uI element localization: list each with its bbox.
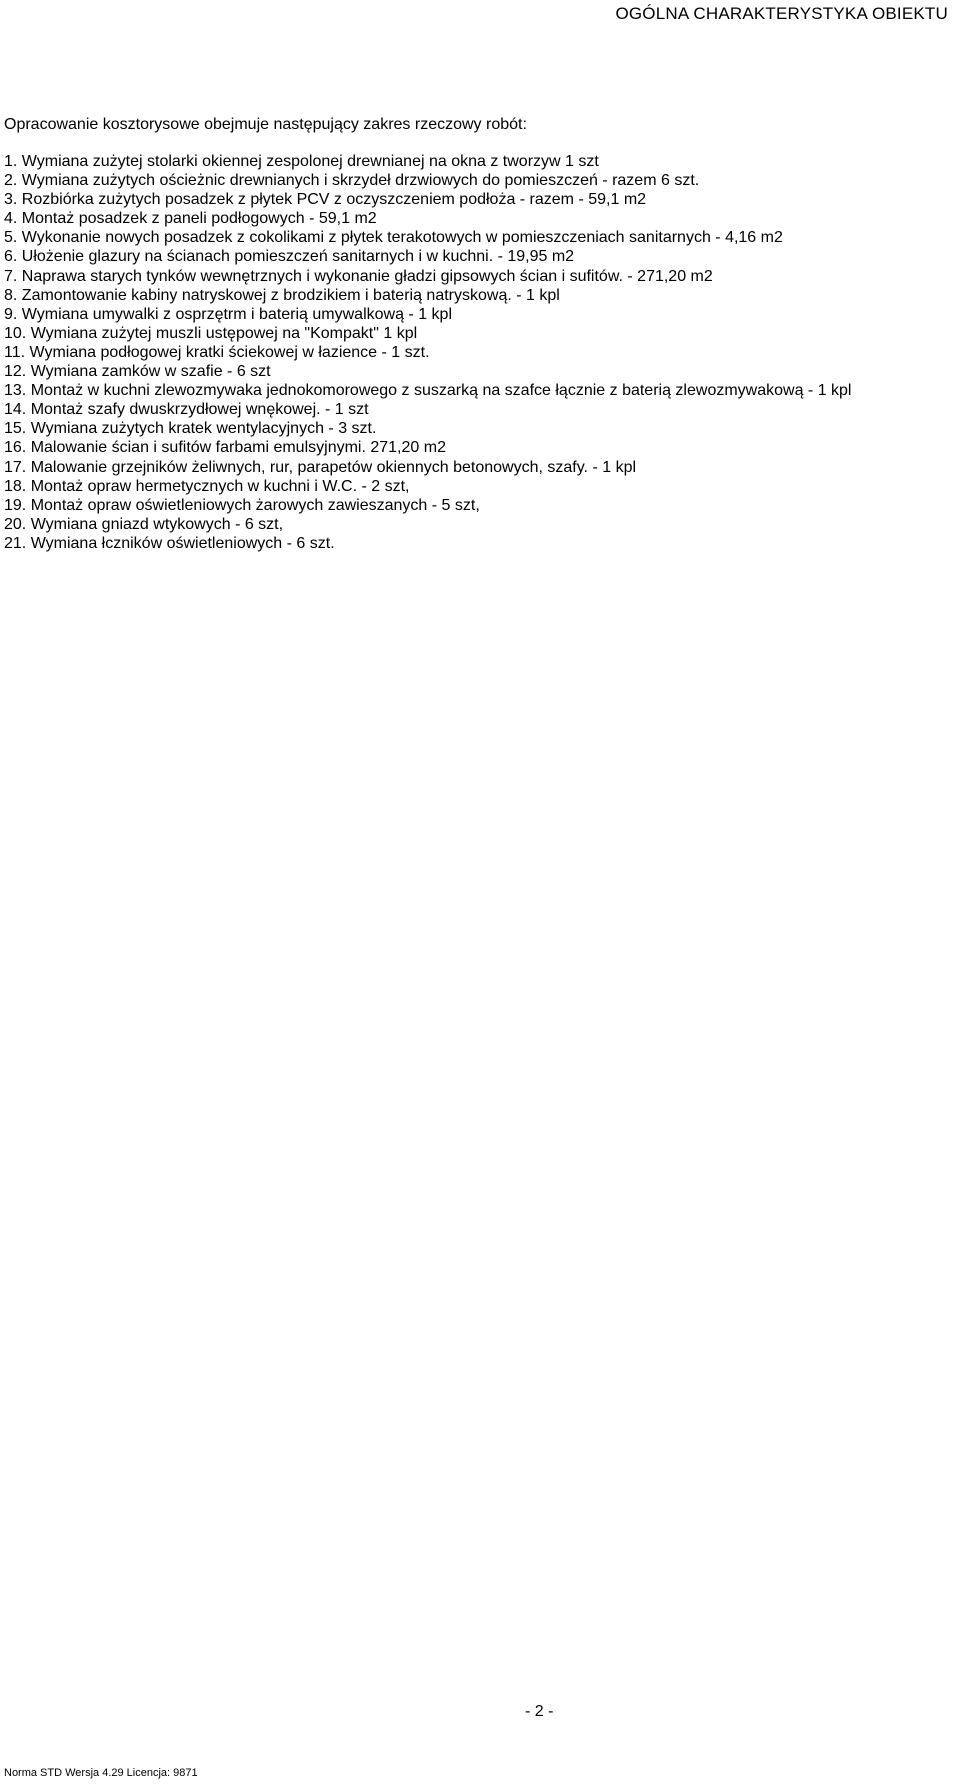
list-item: 19. Montaż opraw oświetleniowych żarowych zawieszanych - 5 szt, bbox=[4, 496, 480, 514]
list-item: 1. Wymiana zużytej stolarki okiennej zespolonej drewnianej na okna z tworzyw 1 szt bbox=[4, 153, 599, 170]
list-item: 3. Rozbiórka zużytych posadzek z płytek PCV z oczyszczeniem podłoża - razem - 59,1 m2 bbox=[4, 191, 647, 209]
list-item: 8. Zamontowanie kabiny natryskowej z brodzikiem i baterią natryskową. - 1 kpl bbox=[4, 286, 560, 304]
list-item: 11. Wymiana podłogowej kratki ściekowej w łazience - 1 szt. bbox=[4, 343, 430, 361]
list-item: 4. Montaż posadzek z paneli podłogowych - 59,1 m2 bbox=[4, 210, 377, 228]
list-item: 12. Wymiana zamków w szafie - 6 szt bbox=[4, 363, 271, 381]
list-item: 2. Wymiana zużytych ościeżnic drewnianych i skrzydeł drzwiowych do pomieszczeń - razem 6 szt. bbox=[4, 172, 700, 190]
list-item: 20. Wymiana gniazd wtykowych - 6 szt, bbox=[4, 515, 284, 533]
list-item: 18. Montaż opraw hermetycznych w kuchni i W.C. - 2 szt, bbox=[4, 477, 410, 495]
list-item: 10. Wymiana zużytej muszli ustępowej na "Kompakt" 1 kpl bbox=[4, 324, 418, 342]
scope-of-work-list bbox=[4, 152, 851, 553]
list-item: 9. Wymiana umywalki z osprzętrm i baterią umywalkową - 1 kpl bbox=[4, 305, 452, 323]
list-item: 15. Wymiana zużytych kratek wentylacyjnych - 3 szt. bbox=[4, 420, 377, 438]
list-item: 7. Naprawa starych tynków wewnętrznych i wykonanie gładzi gipsowych ścian i sufitów. - 271,20 m2 bbox=[4, 267, 713, 285]
list-item: 13. Montaż w kuchni zlewozmywaka jednokomorowego z suszarką na szafce łącznie z baterią zlewozmywakową - 1 kpl bbox=[4, 382, 852, 400]
list-item: 14. Montaż szafy dwuskrzydłowej wnękowej. - 1 szt bbox=[4, 401, 369, 419]
list-item: 5. Wykonanie nowych posadzek z cokolikami z płytek terakotowych w pomieszczeniach sanitarnych - 4,16 m2 bbox=[4, 229, 783, 247]
intro-text: Opracowanie kosztorysowe obejmuje następujący zakres rzeczowy robót: bbox=[4, 116, 527, 133]
page-header-title: OGÓLNA CHARAKTERYSTYKA OBIEKTU bbox=[615, 4, 948, 23]
page-number: - 2 - bbox=[525, 1703, 554, 1720]
list-item: 17. Malowanie grzejników żeliwnych, rur, parapetów okiennych betonowych, szafy. - 1 kpl bbox=[4, 458, 637, 476]
list-item: 6. Ułożenie glazury na ścianach pomieszczeń sanitarnych i w kuchni. - 19,95 m2 bbox=[4, 248, 575, 266]
footer-license-note: Norma STD Wersja 4.29 Licencja: 9871 bbox=[4, 1767, 198, 1779]
list-item: 16. Malowanie ścian i sufitów farbami emulsyjnymi. 271,20 m2 bbox=[4, 439, 446, 457]
list-item: 21. Wymiana łczników oświetleniowych - 6 szt. bbox=[4, 534, 335, 552]
